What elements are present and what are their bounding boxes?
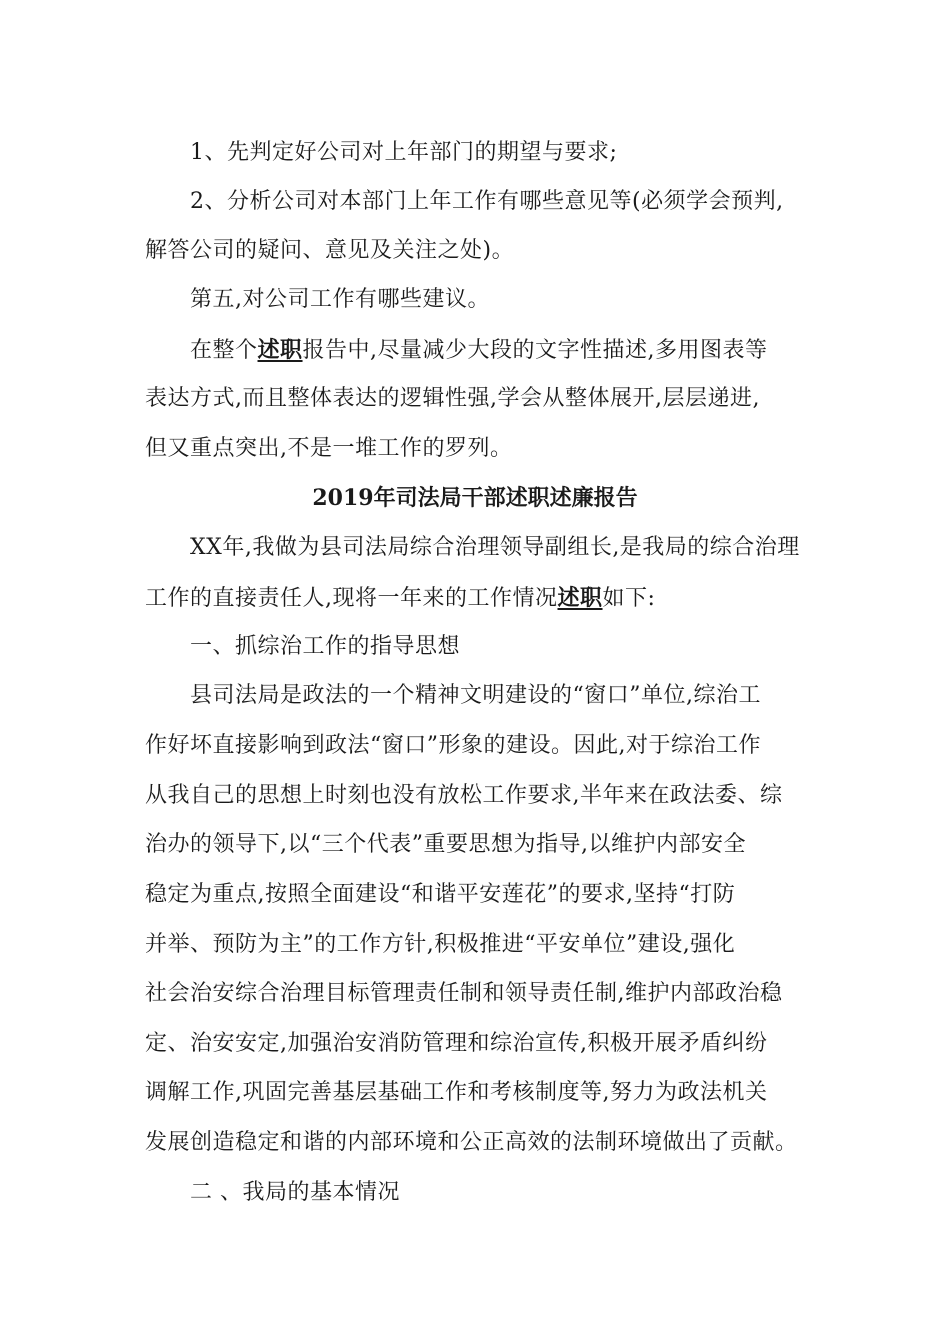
keyword-link[interactable]: 述职 <box>257 337 303 363</box>
paragraph-6-line: 发展创造稳定和谐的内部环境和公正高效的法制环境做出了贡献。 <box>145 1130 798 1155</box>
paragraph-6-line: 并举、预防为主”的工作方针,积极推进“平安单位”建设,强化 <box>145 932 736 957</box>
heading-1: 一、抓综治工作的指导思想 <box>190 634 461 659</box>
paragraph-5-line-1: XX年,我做为县司法局综合治理领导副组长,是我局的综合治理 <box>190 535 800 560</box>
section-title: 2019年司法局干部述职述廉报告 <box>312 485 638 511</box>
paragraph-5-line-2: 工作的直接责任人,现将一年来的工作情况述职如下: <box>145 585 656 611</box>
paragraph-6-line: 县司法局是政法的一个精神文明建设的“窗口”单位,综治工 <box>190 683 761 708</box>
paragraph-4-line-2: 表达方式,而且整体表达的逻辑性强,学会从整体展开,层层递进, <box>145 386 760 411</box>
paragraph-4-line-1: 在整个述职报告中,尽量减少大段的文字性描述,多用图表等 <box>190 337 768 363</box>
paragraph-6-line: 社会治安综合治理目标管理责任制和领导责任制,维护内部政治稳 <box>145 981 783 1006</box>
paragraph-4-line-3: 但又重点突出,不是一堆工作的罗列。 <box>145 436 513 461</box>
paragraph-6-line: 从我自己的思想上时刻也没有放松工作要求,半年来在政法委、综 <box>145 783 783 808</box>
paragraph-6-line: 作好坏直接影响到政法“窗口”形象的建设。因此,对于综治工作 <box>145 733 761 758</box>
paragraph-3: 第五,对公司工作有哪些建议。 <box>190 287 490 312</box>
paragraph-6-line: 调解工作,巩固完善基层基础工作和考核制度等,努力为政法机关 <box>145 1080 768 1105</box>
paragraph-1: 1、先判定好公司对上年部门的期望与要求; <box>190 140 618 165</box>
heading-2: 二 、我局的基本情况 <box>190 1180 400 1205</box>
paragraph-2-line-1: 2、分析公司对本部门上年工作有哪些意见等(必须学会预判, <box>190 189 784 214</box>
keyword-link[interactable]: 述职 <box>557 585 603 611</box>
paragraph-6-line: 稳定为重点,按照全面建设“和谐平安莲花”的要求,坚持“打防 <box>145 882 736 907</box>
paragraph-6-line: 定、治安安定,加强治安消防管理和综治宣传,积极开展矛盾纠纷 <box>145 1031 768 1056</box>
paragraph-6-line: 治办的领导下,以“三个代表”重要思想为指导,以维护内部安全 <box>145 832 746 857</box>
paragraph-2-line-2: 解答公司的疑问、意见及关注之处)。 <box>145 238 515 263</box>
